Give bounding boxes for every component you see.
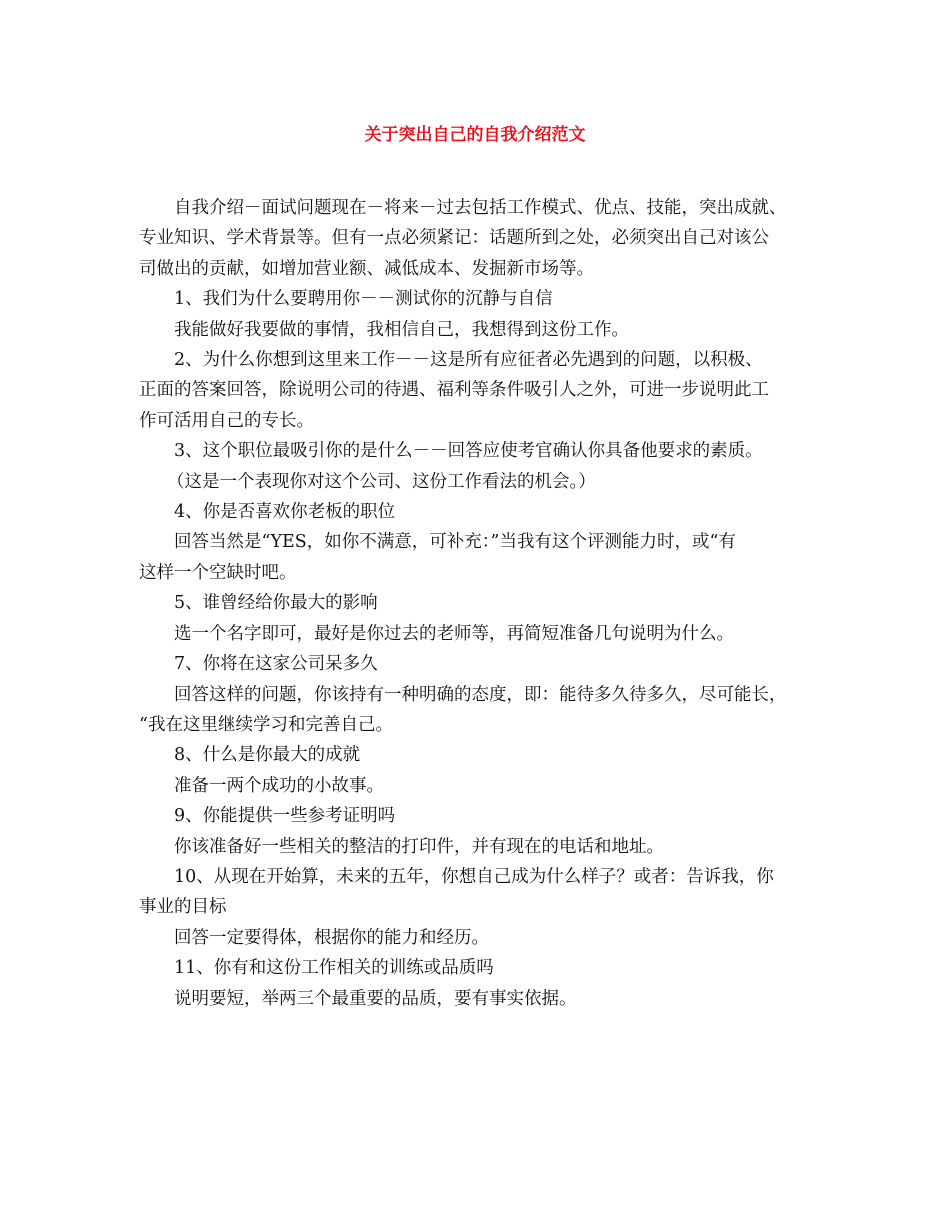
text-line: 这样一个空缺时吧。 [139, 562, 297, 583]
question-8 [139, 740, 829, 770]
question-9 [139, 801, 829, 831]
text-line: 回答一定要得体，根据你的能力和经历。 [174, 927, 489, 948]
answer-11 [139, 984, 829, 1014]
text-line: 司做出的贡献，如增加营业额、减低成本、发掘新市场等。 [139, 258, 594, 279]
answer-9 [139, 832, 829, 862]
answer-4 [139, 527, 829, 588]
text-line: 正面的答案回答，除说明公司的待遇、福利等条件吸引人之外，可进一步说明此工 [139, 380, 769, 401]
text-line: 自我介绍－面试问题现在－将来－过去包括工作模式、优点、技能，突出成就、 [174, 198, 787, 218]
text-line: 专业知识、学术背景等。但有一点必须紧记：话题所到之处，必须突出自己对该公 [139, 228, 769, 249]
text-line: 7、你将在这家公司呆多久 [174, 654, 378, 675]
text-line: 1、我们为什么要聘用你－－测试你的沉静与自信 [174, 289, 553, 310]
document-body [139, 193, 829, 1014]
answer-10 [139, 923, 829, 953]
text-line: （这是一个表现你对这个公司、这份工作看法的机会。） [167, 471, 596, 492]
text-line: 说明要短，举两三个最重要的品质，要有事实依据。 [174, 988, 577, 1009]
text-line: 回答当然是“YES，如你不满意，可补充：”当我有这个评测能力时，或“有 [174, 532, 736, 553]
question-1 [139, 284, 829, 314]
question-7 [139, 649, 829, 679]
text-line: 准备一两个成功的小故事。 [174, 775, 384, 796]
question-4 [139, 497, 829, 527]
text-line: 事业的目标 [139, 897, 227, 918]
answer-3 [139, 467, 829, 497]
document-title: 关于突出自己的自我介绍范文 [364, 125, 586, 145]
question-11 [139, 953, 829, 983]
text-line: 你该准备好一些相关的整洁的打印件，并有现在的电话和地址。 [174, 836, 664, 857]
question-10 [139, 862, 829, 923]
text-line: 11、你有和这份工作相关的训练或品质吗 [174, 958, 494, 979]
question-5 [139, 588, 829, 618]
answer-1 [139, 315, 829, 345]
question-2 [139, 345, 829, 436]
text-line: “我在这里继续学习和完善自己。 [139, 714, 393, 735]
answer-8 [139, 771, 829, 801]
text-line: 选一个名字即可，最好是你过去的老师等，再简短准备几句说明为什么。 [174, 623, 734, 644]
text-line: 我能做好我要做的事情，我相信自己，我想得到这份工作。 [174, 319, 629, 340]
text-line: 2、为什么你想到这里来工作－－这是所有应征者必先遇到的问题，以积极、 [174, 350, 763, 371]
text-line: 10、从现在开始算，未来的五年，你想自己成为什么样子？或者：告诉我，你 [174, 866, 774, 887]
paragraph-intro [139, 193, 829, 284]
answer-5 [139, 619, 829, 649]
text-line: 9、你能提供一些参考证明吗 [174, 806, 396, 827]
answer-7 [139, 680, 829, 741]
text-line: 作可活用自己的专长。 [139, 410, 314, 431]
question-3 [139, 436, 829, 466]
text-line: 5、谁曾经给你最大的影响 [174, 593, 378, 614]
text-line: 回答这样的问题，你该持有一种明确的态度，即：能待多久待多久，尽可能长， [174, 684, 787, 705]
text-line: 8、什么是你最大的成就 [174, 745, 361, 766]
text-line: 3、这个职位最吸引你的是什么－－回答应使考官确认你具备他要求的素质。 [174, 441, 763, 462]
text-line: 4、你是否喜欢你老板的职位 [174, 502, 396, 523]
